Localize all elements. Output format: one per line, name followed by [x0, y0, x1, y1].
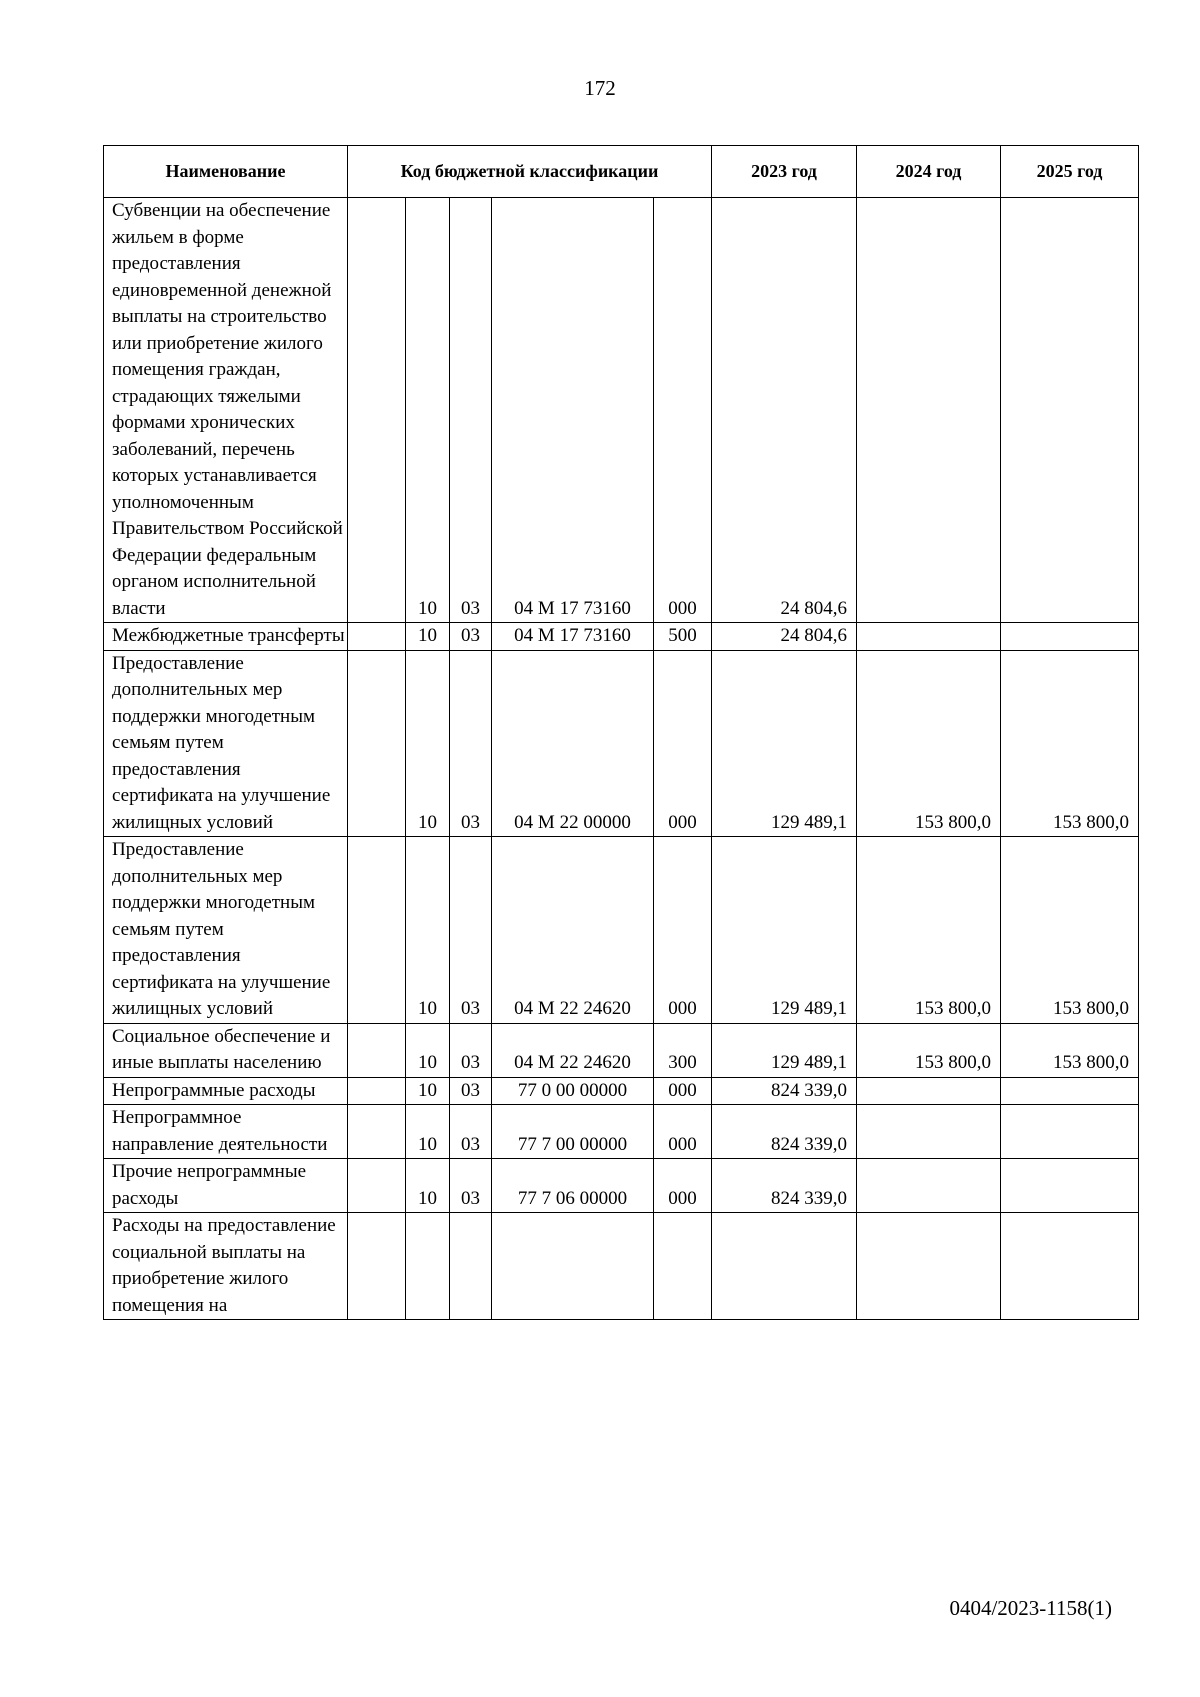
row-2024 [857, 623, 1001, 651]
row-section: 10 [406, 623, 450, 651]
row-2024: 153 800,0 [857, 1023, 1001, 1077]
table-row [104, 1077, 1139, 1105]
row-2025: 153 800,0 [1001, 1023, 1139, 1077]
row-blank [348, 837, 406, 1024]
row-name: Непрограммное направление деятельности [104, 1105, 348, 1159]
row-subsection: 03 [450, 1023, 492, 1077]
row-2025 [1001, 1077, 1139, 1105]
table-body [104, 198, 1139, 1320]
row-blank [348, 650, 406, 837]
row-expense-type: 000 [654, 198, 712, 623]
row-expense-type: 000 [654, 1105, 712, 1159]
row-subsection: 03 [450, 623, 492, 651]
row-2025 [1001, 623, 1139, 651]
row-2024 [857, 1077, 1001, 1105]
row-2023: 24 804,6 [712, 198, 857, 623]
row-expense-type: 300 [654, 1023, 712, 1077]
row-name: Предоставление дополнительных мер поддержки многодетным семьям путем предоставления сертификата на улучшение жилищных условий [104, 837, 348, 1024]
row-target-code: 04 М 22 24620 [492, 837, 654, 1024]
row-section: 10 [406, 1023, 450, 1077]
header-name: Наименование [104, 146, 348, 198]
header-2024: 2024 год [857, 146, 1001, 198]
row-target-code: 77 7 00 00000 [492, 1105, 654, 1159]
row-target-code: 77 7 06 00000 [492, 1159, 654, 1213]
row-2024: 153 800,0 [857, 837, 1001, 1024]
row-2023: 24 804,6 [712, 623, 857, 651]
table-row [104, 1213, 1139, 1320]
row-target-code: 04 М 17 73160 [492, 198, 654, 623]
row-section: 10 [406, 198, 450, 623]
row-expense-type: 000 [654, 837, 712, 1024]
row-section: 10 [406, 1159, 450, 1213]
row-2024 [857, 1213, 1001, 1320]
row-section: 10 [406, 1077, 450, 1105]
row-subsection: 03 [450, 1105, 492, 1159]
row-2023: 129 489,1 [712, 837, 857, 1024]
row-name: Межбюджетные трансферты [104, 623, 348, 651]
row-blank [348, 623, 406, 651]
table-row [104, 1105, 1139, 1159]
row-2024 [857, 1105, 1001, 1159]
table-row [104, 650, 1139, 837]
row-2025: 153 800,0 [1001, 837, 1139, 1024]
budget-table [103, 145, 1139, 1320]
row-2024 [857, 1159, 1001, 1213]
row-2025: 153 800,0 [1001, 650, 1139, 837]
row-expense-type: 000 [654, 1159, 712, 1213]
row-target-code [492, 1213, 654, 1320]
row-2024 [857, 198, 1001, 623]
row-2024: 153 800,0 [857, 650, 1001, 837]
row-blank [348, 1077, 406, 1105]
row-name: Предоставление дополнительных мер поддержки многодетным семьям путем предоставления сертификата на улучшение жилищных условий [104, 650, 348, 837]
row-subsection: 03 [450, 1077, 492, 1105]
row-name: Расходы на предоставление социальной выплаты на приобретение жилого помещения на [104, 1213, 348, 1320]
row-target-code: 04 М 22 24620 [492, 1023, 654, 1077]
row-2025 [1001, 1105, 1139, 1159]
row-blank [348, 198, 406, 623]
row-name: Непрограммные расходы [104, 1077, 348, 1105]
row-blank [348, 1159, 406, 1213]
table-header-row [104, 146, 1139, 198]
row-expense-type [654, 1213, 712, 1320]
table-row [104, 198, 1139, 623]
row-2023: 129 489,1 [712, 650, 857, 837]
row-expense-type: 500 [654, 623, 712, 651]
row-expense-type: 000 [654, 650, 712, 837]
row-section: 10 [406, 1105, 450, 1159]
row-name: Прочие непрограммные расходы [104, 1159, 348, 1213]
row-blank [348, 1213, 406, 1320]
row-subsection: 03 [450, 198, 492, 623]
row-2025 [1001, 1159, 1139, 1213]
row-2023: 824 339,0 [712, 1105, 857, 1159]
table-row [104, 623, 1139, 651]
row-blank [348, 1023, 406, 1077]
row-target-code: 04 М 17 73160 [492, 623, 654, 651]
header-2023: 2023 год [712, 146, 857, 198]
row-section: 10 [406, 650, 450, 837]
row-target-code: 04 М 22 00000 [492, 650, 654, 837]
row-target-code: 77 0 00 00000 [492, 1077, 654, 1105]
row-2023 [712, 1213, 857, 1320]
row-name: Социальное обеспечение и иные выплаты населению [104, 1023, 348, 1077]
table-row [104, 1159, 1139, 1213]
row-section: 10 [406, 837, 450, 1024]
page-number: 172 [584, 76, 616, 100]
row-subsection: 03 [450, 1159, 492, 1213]
table-row [104, 837, 1139, 1024]
row-name: Субвенции на обеспечение жильем в форме предоставления единовременной денежной выплаты на строительство или приобретение жилого помещения граждан, страдающих тяжелыми формами хронических заболеваний, перечень которых устанавливается уполномоченным Правительством Российской Федерации федеральным органом исполнительной власти [104, 198, 348, 623]
header-2025: 2025 год [1001, 146, 1139, 198]
row-2025 [1001, 198, 1139, 623]
header-code: Код бюджетной классификации [348, 146, 712, 198]
row-subsection: 03 [450, 837, 492, 1024]
row-2023: 824 339,0 [712, 1077, 857, 1105]
row-2025 [1001, 1213, 1139, 1320]
row-blank [348, 1105, 406, 1159]
row-subsection: 03 [450, 650, 492, 837]
document-code: 0404/2023-1158(1) [949, 1596, 1112, 1620]
table-row [104, 1023, 1139, 1077]
row-expense-type: 000 [654, 1077, 712, 1105]
row-subsection [450, 1213, 492, 1320]
row-section [406, 1213, 450, 1320]
row-2023: 129 489,1 [712, 1023, 857, 1077]
row-2023: 824 339,0 [712, 1159, 857, 1213]
